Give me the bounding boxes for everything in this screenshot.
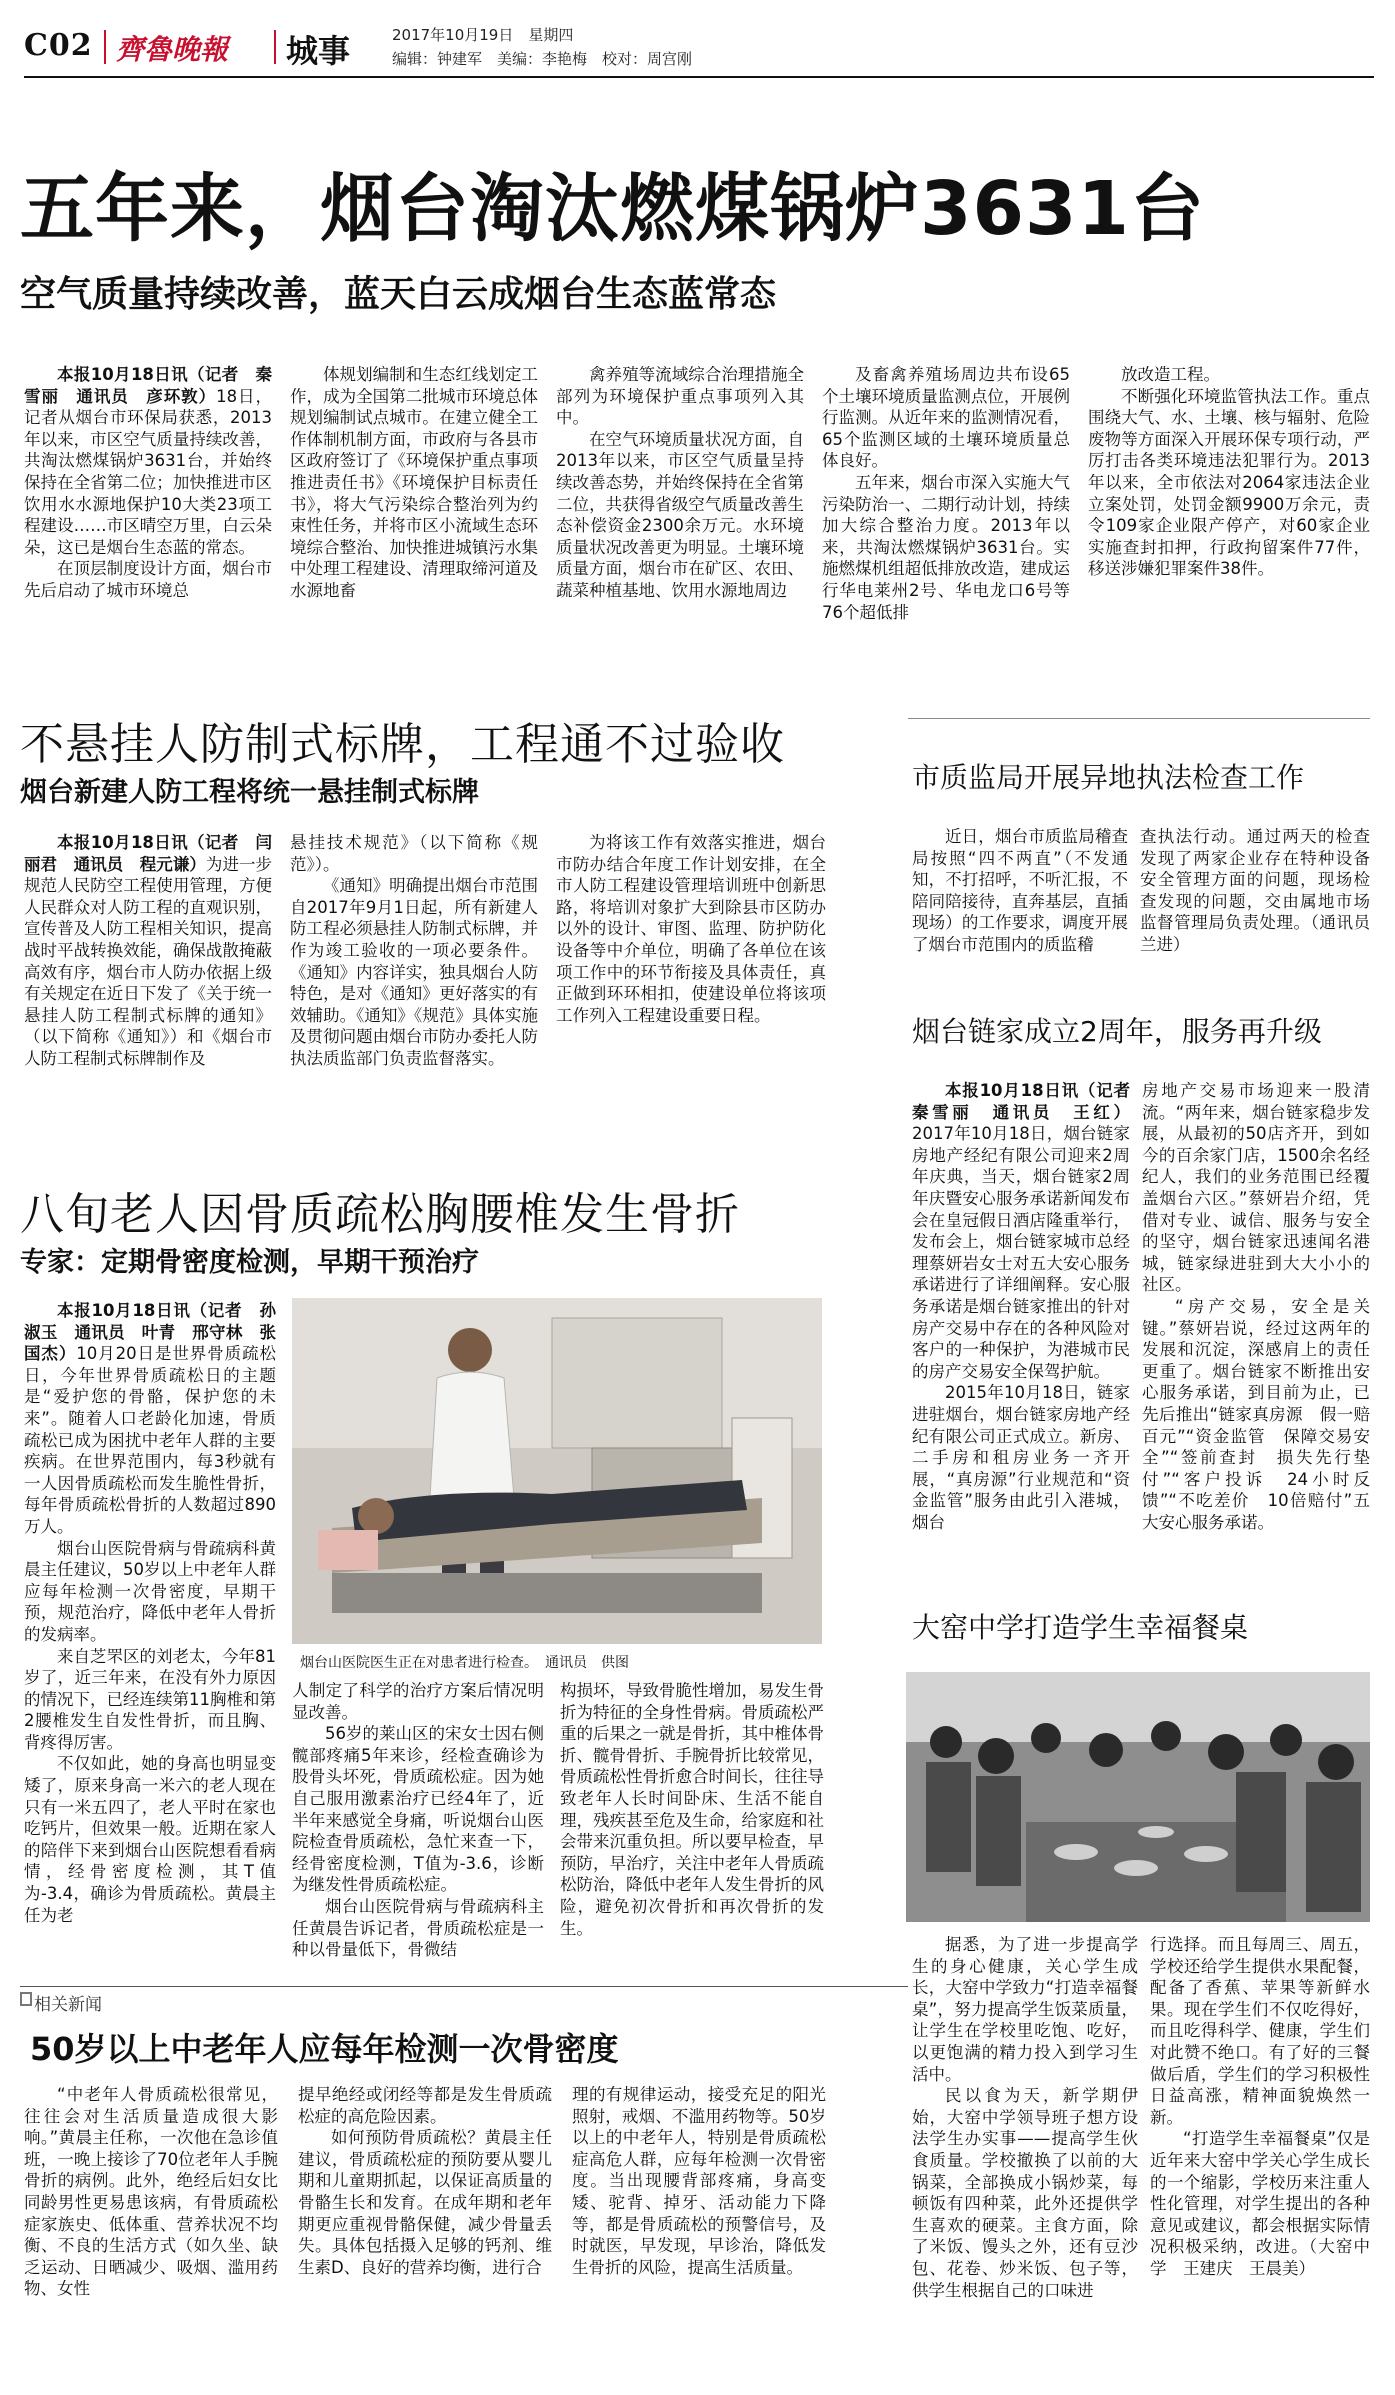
paragraph-text: 在空气环境质量状况方面，自2013年以来，市区空气质量呈持续改善态势，并始终保持在全省第二位，共获得省级空气质量改善生态补偿资金2300余万元。水环境质量状况改善更为明显。土壤环境质量方面，烟台市在矿区、农田、蔬菜种植基地、饮用水源地周边 bbox=[556, 429, 804, 600]
paragraph-text: 体规划编制和生态红线划定工作，成为全国第二批城市环境总体规划编制试点城市。在建立健全工作体制机制方面，市政府与各县市区政府签订了《环境保护重点事项推进责任书》《环境保护目标责任书》，将大气污染综合整治列为约束性任务，并将市区小流域生态环境综合整治、加快推进城镇污水集中处理工程建设、清理取缔河道及水源地畜 bbox=[290, 365, 538, 600]
osteoporosis-col-2 bbox=[292, 1680, 544, 1980]
lianjia-col-1 bbox=[912, 1080, 1147, 1562]
paragraph-text: 在顶层制度设计方面，烟台市先后启动了城市环境总 bbox=[24, 559, 272, 600]
paragraph bbox=[1142, 1296, 1370, 1534]
masthead-divider bbox=[274, 30, 276, 64]
main-story-col-5 bbox=[1088, 364, 1370, 654]
paragraph bbox=[24, 832, 272, 1070]
dateline: 本报10月18日讯（记者 秦雪丽 通讯员 王红） bbox=[912, 1081, 1147, 1122]
paragraph bbox=[24, 2084, 278, 2300]
paragraph bbox=[912, 1934, 1138, 2085]
inspection-headline: 市质监局开展异地执法检查工作 bbox=[912, 761, 1305, 794]
paragraph-text: 《通知》明确提出烟台市范围自2017年9月1日起，所有新建人防工程必须悬挂人防制式标牌，并作为竣工验收的一项必要条件。《通知》内容详实，独具烟台人防特色，是对《通知》更好落实的有效辅助。《通知》《规范》具体实施及贯彻问题由烟台市防办委托人防执法质监部门负责监督落实。 bbox=[290, 876, 538, 1068]
paragraph-text: 为进一步规范人民防空工程使用管理，方便人民群众对人防工程的直观识别，宣传普及人防工程相关知识，提高战时平战转换效能，确保战散掩蔽高效有序，烟台市人防办依据上级有关规定在近日下发了《关于统一悬挂人防工程制式标牌的通知》（以下简称《通知》）和《烟台市人防工程制式标牌制作及 bbox=[24, 854, 273, 1068]
paragraph-text: 提早绝经或闭经等都是发生骨质疏松症的高危险因素。 bbox=[298, 2085, 552, 2126]
paragraph bbox=[556, 429, 804, 602]
paper-logo: 齊魯晚報 bbox=[116, 33, 229, 66]
dateline: 本报10月18日讯（记者 秦雪丽 通讯员 彦环敦） bbox=[24, 365, 272, 406]
paragraph bbox=[1140, 826, 1387, 956]
masthead-divider bbox=[104, 30, 106, 64]
paragraph bbox=[292, 1680, 544, 1723]
school-headline: 大窑中学打造学生幸福餐桌 bbox=[912, 1611, 1249, 1644]
paragraph-text: 近日，烟台市质监局稽查局按照“四不两直”（不发通知，不打招呼，不听汇报，不陪同陪接待，直奔基层，直插现场）的工作要求，调度开展了烟台市范围内的质监稽 bbox=[912, 827, 1128, 954]
paragraph-text: 构损坏，导致骨脆性增加，易发生骨折为特征的全身性骨病。骨质疏松严重的后果之一就是骨折，其中椎体骨折、髋骨骨折、手腕骨折比较常见，骨质疏松性骨折愈合时间长，往往导致老年人长时间卧床、生活不能自理，残疾甚至危及生命，给家庭和社会带来沉重负担。所以要早检查，早预防，早治疗，关注中老年人骨质疏松防治，降低中老年人发生骨折的风险，避免初次骨折和再次骨折的发生。 bbox=[560, 1681, 824, 1938]
civil-defense-subheadline: 烟台新建人防工程将统一悬挂制式标牌 bbox=[20, 777, 479, 808]
paragraph-text: 五年来，烟台市深入实施大气污染防治一、二期行动计划，持续加大综合整治力度。2013年以来，共淘汰燃煤锅炉3631台。实施燃煤机组超低排放改造，建成运行华电莱州2号、华电龙口6号等76个超低排 bbox=[822, 472, 1070, 622]
paragraph-text: 烟台山医院骨病与骨疏病科主任黄晨告诉记者，骨质疏松症是一种以骨量低下，骨微结 bbox=[292, 1896, 544, 1960]
paragraph bbox=[556, 832, 826, 1026]
paragraph-text: 2017年10月18日，烟台链家房地产经纪有限公司迎来2周年庆典，当天，烟台链家2周年庆暨安心服务承诺新闻发布会在皇冠假日酒店隆重举行，发布会上，烟台链家城市总经理蔡妍岩女士对五大安心服务承诺进行了详细阐释。安心服务承诺是烟台链家推出的针对房产交易中存在的各种风险对客户的一种保护，为港城市民的房产交易安全保驾护航。 bbox=[912, 1124, 1130, 1381]
hospital-exam-photo bbox=[292, 1298, 822, 1644]
paragraph-text: 据悉，为了进一步提高学生的身心健康，关心学生成长，大窑中学致力“打造幸福餐桌”，努力提高学生饭菜质量，让学生在学校里吃饱、吃好，以更饱满的精力投入到学习生活中。 bbox=[912, 1935, 1138, 2084]
paragraph-text: 查执法行动。通过两天的检查发现了两家企业存在特种设备安全管理方面的问题，现场检查发现的问题，交由属地市场监督管理局负责处理。（通讯员 兰进） bbox=[1140, 827, 1387, 954]
civil-defense-col-3 bbox=[556, 832, 826, 1132]
main-headline: 五年来，烟台淘汰燃煤锅炉3631台 bbox=[20, 166, 1205, 252]
photo-caption: 烟台山医院医生正在对患者进行检查。 通讯员 供图 bbox=[300, 1655, 629, 1671]
paragraph bbox=[290, 875, 538, 1069]
paragraph-text: 2015年10月18日，链家进驻烟台，烟台链家房地产经纪有限公司正式成立。新房、二手房和租房业务一齐开展，“真房源”行业规范和“资金监管”服务由此引入港城，烟台 bbox=[912, 1383, 1130, 1532]
paragraph-text: 烟台山医院骨病与骨疏病科黄晨主任建议，50岁以上中老年人群应每年检测一次骨密度，早期干预，规范治疗，降低中老年人骨折的发病率。 bbox=[24, 1538, 276, 1644]
paragraph bbox=[560, 1680, 824, 1939]
dateline: 本报10月18日讯（记者 孙淑玉 通讯员 叶青 邢守林 张国杰） bbox=[24, 1301, 276, 1364]
paragraph bbox=[24, 1646, 276, 1754]
paragraph bbox=[822, 364, 1070, 472]
paragraph bbox=[1142, 1080, 1370, 1296]
paragraph-text: 不仅如此，她的身高也明显变矮了，原来身高一米六的老人现在只有一米五四了，老人平时在家也吃钙片，但效果一般。近期在家人的陪伴下来到烟台山医院想看看病情，经骨密度检测，其T值为-3.4，确诊为骨质疏松。黄晨主任为老 bbox=[24, 1754, 276, 1925]
main-story-col-3 bbox=[556, 364, 804, 654]
lianjia-headline: 烟台链家成立2周年，服务再升级 bbox=[912, 1015, 1322, 1048]
paragraph bbox=[24, 364, 272, 558]
paragraph-text: “中老年人骨质疏松很常见，往往会对生活质量造成很大影响。”黄晨主任称，一次他在急诊值班，一晚上接诊了70位老年人手腕骨折的病例。此外，绝经后妇女比同龄男性更易患该病，有骨质疏松症家族史、低体重、营养状况不均衡、不良的生活方式（如久坐、缺乏运动、日晒减少、吸烟、滥用药物、女性 bbox=[24, 2085, 278, 2299]
school-col-1 bbox=[912, 1934, 1138, 2384]
civil-defense-col-1 bbox=[24, 832, 272, 1132]
paragraph-text: 不断强化环境监管执法工作。重点围绕大气、水、土壤、核与辐射、危险废物等方面深入开展环保专项行动，严厉打击各类环境违法犯罪行为。2013年以来，全市依法对2064家违法企业立案处罚，处罚金额9900万余元，责令109家企业限产停产，对60家企业实施查封扣押，行政拘留案件77件，移送涉嫌犯罪案件38件。 bbox=[1088, 386, 1370, 579]
inspection-col-1 bbox=[912, 826, 1128, 984]
paragraph bbox=[298, 2127, 552, 2278]
related-col-2 bbox=[298, 2084, 552, 2384]
related-headline: 50岁以上中老年人应每年检测一次骨密度 bbox=[30, 2030, 619, 2068]
paragraph bbox=[24, 1753, 276, 1926]
paragraph-text: “打造学生幸福餐桌”仅是近年来大窑中学关心学生成长的一个缩影，学校历来注重人性化管理，对学生提出的各种意见或建议，都会根据实际情况积极采纳，改进。（大窑中学 王建庆 王晨美） bbox=[1150, 2129, 1370, 2278]
main-story-col-2 bbox=[290, 364, 538, 654]
inspection-col-2 bbox=[1140, 826, 1387, 984]
paragraph bbox=[292, 1896, 544, 1961]
related-col-3 bbox=[572, 2084, 826, 2384]
section-name: 城事 bbox=[286, 32, 351, 70]
masthead-rule bbox=[24, 76, 1374, 78]
paragraph-text: 为将该工作有效落实推进，烟台市防办结合年度工作计划安排，在全市人防工程建设管理培训班中创新思路，将培训对象扩大到除县市区防办以外的设计、审图、监理、防护防化设备等中介单位，明确了各单位在该项工作中的环节衔接及具体责任，真正做到环环相扣，使建设单位将该项工作列入工程建设重要日程。 bbox=[556, 833, 826, 1025]
osteoporosis-col-1 bbox=[24, 1300, 276, 1972]
paragraph bbox=[290, 832, 538, 875]
paragraph bbox=[292, 1723, 544, 1896]
paragraph bbox=[1150, 1934, 1370, 2128]
paragraph bbox=[290, 364, 538, 602]
paragraph bbox=[556, 364, 804, 429]
paragraph-text: 理的有规律运动，接受充足的阳光照射，戒烟、不滥用药物等。50岁以上的中老年人，特别是骨质疏松症高危人群，应每年检测一次骨密度。当出现腰背部疼痛，身高变矮、驼背、掉牙、活动能力下降等，都是骨质疏松的预警信号，及时就医，早发现，早诊治，降低发生骨折的风险，提高生活质量。 bbox=[572, 2085, 826, 2277]
paragraph-text: 行选择。而且每周三、周五，学校还给学生提供水果配餐，配备了香蕉、苹果等新鲜水果。现在学生们不仅吃得好，而且吃得科学、健康，学生们对此赞不绝口。有了好的三餐做后盾，学生们的学习积极性日益高涨，精神面貌焕然一新。 bbox=[1150, 1935, 1370, 2127]
osteoporosis-subheadline: 专家：定期骨密度检测，早期干预治疗 bbox=[20, 1247, 479, 1278]
paragraph bbox=[24, 558, 272, 601]
school-canteen-photo bbox=[906, 1672, 1370, 1922]
civil-defense-col-2 bbox=[290, 832, 538, 1132]
paragraph-text: 如何预防骨质疏松？黄晨主任建议，骨质疏松症的预防要从婴儿期和儿童期抓起，以保证高质量的骨骼生长和发育。在成年期和老年期更应重视骨骼保健，减少骨量丢失。具体包括摄入足够的钙剂、维生素D、良好的营养均衡，进行合 bbox=[298, 2128, 552, 2277]
paragraph bbox=[572, 2084, 826, 2278]
paragraph bbox=[298, 2084, 552, 2127]
related-news-tag bbox=[20, 1986, 908, 2015]
civil-defense-headline: 不悬挂人防制式标牌，工程通不过验收 bbox=[20, 719, 785, 770]
paragraph bbox=[912, 1080, 1147, 1382]
page-number: C02 bbox=[24, 28, 93, 63]
paragraph-text: 及畜禽养殖场周边共布设65个土壤环境质量监测点位，开展例行监测。从近年来的监测情况看，65个监测区域的土壤环境质量总体良好。 bbox=[822, 365, 1070, 471]
canteen-illustration bbox=[906, 1672, 1370, 1922]
main-subheadline: 空气质量持续改善，蓝天白云成烟台生态蓝常态 bbox=[20, 274, 777, 315]
related-square-icon bbox=[20, 1992, 32, 2006]
paragraph-text: 56岁的莱山区的宋女士因右侧髋部疼痛5年来诊，经检查确诊为股骨头坏死，骨质疏松症。因为她自己服用激素治疗已经4年了，近半年来感觉全身痛，听说烟台山医院检查骨质疏松，急忙来查一下，经骨密度检测，T值为-3.6，诊断为继发性骨质疏松症。 bbox=[292, 1724, 544, 1895]
paragraph-text: 放改造工程。 bbox=[1121, 365, 1220, 384]
osteoporosis-headline: 八旬老人因骨质疏松胸腰椎发生骨折 bbox=[20, 1189, 740, 1240]
school-col-2 bbox=[1150, 1934, 1370, 2384]
hospital-exam-illustration bbox=[292, 1298, 822, 1644]
main-story-col-1 bbox=[24, 364, 272, 654]
paragraph bbox=[912, 1382, 1130, 1533]
paragraph bbox=[1088, 386, 1370, 580]
paragraph bbox=[822, 472, 1070, 623]
paragraph bbox=[912, 2085, 1138, 2301]
paragraph-text: “房产交易，安全是关键。”蔡妍岩说，经过这两年的发展和沉淀，深感肩上的责任更重了。烟台链家不断推出安心服务承诺，到目前为止，已先后推出“链家真房源 假一赔百元”“资金监管 保障交易安全”“签前查封 损失先行垫付”“客户投诉 24小时反馈”“不吃差价 10倍赔付”五大安心服务承诺。 bbox=[1142, 1296, 1370, 1532]
paragraph-text: 房地产交易市场迎来一股清流。“两年来，烟台链家稳步发展，从最初的50店齐开，到如今的百余家门店，1500余名经纪人，我们的业务范围已经覆盖烟台六区。”蔡妍岩介绍，凭借对专业、诚信、服务与安全的坚守，烟台链家迅速闻名港城，链家绿进驻到大大小小的社区。 bbox=[1142, 1081, 1370, 1295]
paragraph-text: 人制定了科学的治疗方案后情况明显改善。 bbox=[292, 1681, 544, 1722]
paragraph-text: 18日，记者从烟台市环保局获悉，2013年以来，市区空气质量持续改善，共淘汰燃煤锅炉3631台，并始终保持在全省第二位；加快推进市区饮用水水源地保护10大类23项工程建设……市区晴空万里，白云朵朵，这已是烟台生态蓝的常态。 bbox=[24, 386, 272, 557]
masthead bbox=[24, 22, 1374, 74]
paragraph-text: 悬挂技术规范》（以下简称《规范》）。 bbox=[290, 833, 538, 874]
paragraph-text: 禽养殖等流域综合治理措施全部列为环境保护重点事项列入其中。 bbox=[556, 365, 804, 428]
lianjia-col-2 bbox=[1142, 1080, 1370, 1562]
paragraph bbox=[24, 1300, 276, 1538]
issue-date: 2017年10月19日 星期四 bbox=[392, 26, 574, 44]
paragraph bbox=[24, 1538, 276, 1646]
paragraph bbox=[1088, 364, 1370, 386]
osteoporosis-col-3 bbox=[560, 1680, 824, 1980]
main-story-col-4 bbox=[822, 364, 1070, 654]
paragraph-text: 民以食为天，新学期伊始，大窑中学领导班子想方设法学生办实事——提高学生伙食质量。学校撤换了以前的大锅菜，全部换成小锅炒菜，每顿饭有四种菜，此外还提供学生喜欢的硬菜。主食方面，除了米饭、馒头之外，还有豆沙包、花卷、炒米饭、包子等，供学生根据自己的口味进 bbox=[912, 2086, 1138, 2300]
related-news-label: 相关新闻 bbox=[34, 1995, 102, 2015]
dateline: 本报10月18日讯（记者 闫丽君 通讯员 程元谦） bbox=[24, 833, 272, 874]
paragraph-text: 来自芝罘区的刘老太，今年81岁了，近三年来，在没有外力原因的情况下，已经连续第11胸椎和第2腰椎发生自发性骨折，而且胸、背疼得厉害。 bbox=[24, 1646, 276, 1752]
editor-credits: 编辑：钟建军 美编：李艳梅 校对：周宫刚 bbox=[392, 50, 693, 68]
paragraph bbox=[1150, 2128, 1370, 2279]
paragraph-text: 10月20日是世界骨质疏松日，今年世界骨质疏松日的主题是“爱护您的骨骼，保护您的未来”。随着人口老龄化加速，骨质疏松已成为困扰中老年人群的主要疾病。在世界范围内，每3秒就有一人因骨质疏松而发生脆性骨折，每年骨质疏松骨折的人数超过890万人。 bbox=[24, 1344, 277, 1536]
sidebar-rule bbox=[908, 718, 1370, 719]
related-col-1 bbox=[24, 2084, 278, 2384]
paragraph bbox=[912, 826, 1128, 956]
